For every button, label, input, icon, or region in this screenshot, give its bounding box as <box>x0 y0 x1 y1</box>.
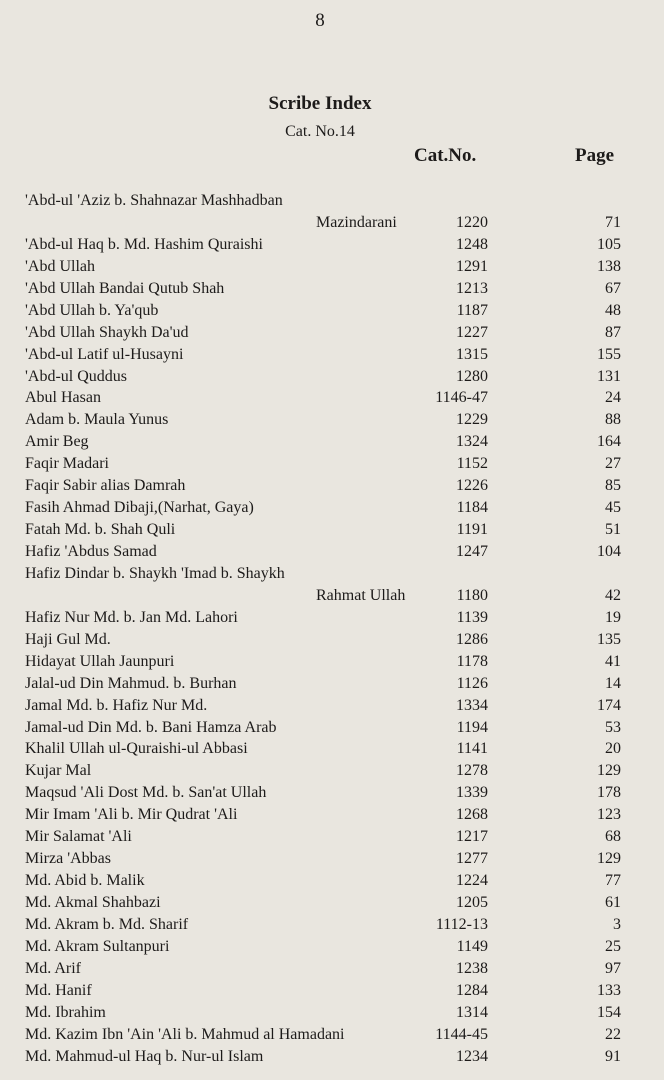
scribe-name: Mir Salamat 'Ali <box>25 828 132 846</box>
cat-no-value: 1278 <box>456 762 488 780</box>
index-entry <box>0 519 664 541</box>
cat-no-value: 1178 <box>456 652 488 670</box>
scribe-name: Md. Akram b. Md. Sharif <box>25 915 189 933</box>
scribe-name: Jamal Md. b. Hafiz Nur Md. <box>25 696 208 714</box>
index-entry <box>0 344 664 366</box>
scribe-name: Haji Gul Md. <box>25 630 111 648</box>
page-value: 85 <box>605 477 621 495</box>
index-entry <box>0 1002 664 1024</box>
index-entry <box>0 958 664 980</box>
page-value: 53 <box>605 718 621 736</box>
page-value: 19 <box>605 608 621 626</box>
index-entry <box>0 497 664 519</box>
scribe-name: Mirza 'Abbas <box>25 850 111 868</box>
page-value: 27 <box>605 455 621 473</box>
page-value: 24 <box>605 389 621 407</box>
cat-no-value: 1213 <box>456 279 488 297</box>
page-value: 51 <box>605 521 621 539</box>
page-value: 3 <box>613 915 621 933</box>
cat-no-value: 1227 <box>456 323 488 341</box>
scribe-name: Hafiz 'Abdus Samad <box>25 543 157 560</box>
index-entry <box>0 585 664 607</box>
scribe-name: Md. Hanif <box>25 981 92 999</box>
page-value: 68 <box>605 828 621 846</box>
index-entry <box>0 387 664 409</box>
index-entry <box>0 980 664 1002</box>
page-value: 14 <box>605 674 621 692</box>
cat-no-value: 1152 <box>456 455 488 473</box>
index-entry <box>0 563 664 585</box>
page-value: 20 <box>605 740 621 758</box>
scribe-index-list <box>0 190 664 1068</box>
cat-no-value: 1324 <box>456 433 488 451</box>
cat-no-value: 1291 <box>456 257 488 275</box>
scribe-name: Mir Imam 'Ali b. Mir Qudrat 'Ali <box>25 806 238 824</box>
cat-no-value: 1149 <box>456 937 488 955</box>
cat-no-value: 1224 <box>456 872 488 890</box>
index-entry <box>0 212 664 234</box>
cat-no-value: 1146-47 <box>435 389 488 407</box>
scribe-name: 'Abd Ullah Bandai Qutub Shah <box>25 279 225 297</box>
cat-no-value: 1144-45 <box>435 1025 488 1043</box>
scribe-name: 'Abd Ullah <box>25 257 95 275</box>
page-value: 133 <box>597 981 621 999</box>
scribe-name: Rahmat Ullah <box>316 586 406 604</box>
scribe-name: Faqir Sabir alias Damrah <box>25 477 186 495</box>
scribe-name: Adam b. Maula Yunus <box>25 411 169 429</box>
scribe-name: Md. Ibrahim <box>25 1003 106 1021</box>
index-entry <box>0 278 664 300</box>
page-value: 155 <box>597 345 621 363</box>
index-entry <box>0 541 664 563</box>
cat-no-value: 1217 <box>456 828 488 846</box>
cat-no-value: 1226 <box>456 477 488 495</box>
cat-no-value: 1184 <box>456 499 488 517</box>
index-entry <box>0 892 664 914</box>
page-value: 71 <box>605 213 621 231</box>
page-number: 8 <box>315 10 325 31</box>
page-value: 104 <box>597 543 621 560</box>
index-entry <box>0 651 664 673</box>
page-value: 88 <box>605 411 621 429</box>
cat-no-value: 1139 <box>456 608 488 626</box>
cat-no-value: 1248 <box>456 235 488 253</box>
index-entry <box>0 300 664 322</box>
cat-no-value: 1277 <box>456 850 488 868</box>
page-value: 91 <box>605 1047 621 1065</box>
index-entry <box>0 1046 664 1068</box>
page-value: 174 <box>597 696 621 714</box>
page-value: 129 <box>597 850 621 868</box>
cat-no-value: 1238 <box>456 959 488 977</box>
cat-no-value: 1194 <box>456 718 488 736</box>
page-column-header: Page <box>575 145 615 166</box>
index-entry <box>0 409 664 431</box>
index-entry <box>0 848 664 870</box>
scribe-name: 'Abd-ul 'Aziz b. Shahnazar Mashhadban <box>25 192 283 209</box>
page-value: 42 <box>605 586 621 604</box>
scribe-name: Fasih Ahmad Dibaji,(Narhat, Gaya) <box>25 499 254 517</box>
page-value: 97 <box>605 959 621 977</box>
cat-no-value: 1286 <box>456 630 488 648</box>
page-value: 154 <box>597 1003 621 1021</box>
index-entry <box>0 760 664 782</box>
index-entry <box>0 629 664 651</box>
scribe-name: 'Abd Ullah b. Ya'qub <box>25 301 159 319</box>
index-entry <box>0 717 664 739</box>
cat-no-value: 1314 <box>456 1003 488 1021</box>
cat-no-value: 1229 <box>456 411 488 429</box>
scribe-name: Maqsud 'Ali Dost Md. b. San'at Ullah <box>25 784 267 802</box>
page-value: 25 <box>605 937 621 955</box>
cat-no-value: 1268 <box>456 806 488 824</box>
scribe-name: Kujar Mal <box>25 762 92 780</box>
page-value: 123 <box>597 806 621 824</box>
scribe-name: 'Abd-ul Haq b. Md. Hashim Quraishi <box>25 235 263 253</box>
cat-no-value: 1112-13 <box>435 915 488 933</box>
cat-no-value: 1280 <box>456 367 488 385</box>
scribe-name: Md. Akmal Shahbazi <box>25 894 161 911</box>
page-value: 129 <box>597 762 621 780</box>
index-entry <box>0 475 664 497</box>
cat-no-value: 1126 <box>456 674 488 692</box>
cat-no-value: 1247 <box>456 543 488 560</box>
cat-no-column-header: Cat.No. <box>414 145 477 166</box>
cat-no-value: 1334 <box>456 696 488 714</box>
index-entry <box>0 431 664 453</box>
cat-no-value: 1284 <box>456 981 488 999</box>
cat-no-value: 1205 <box>456 894 488 911</box>
scribe-name: Hidayat Ullah Jaunpuri <box>25 652 175 670</box>
index-entry <box>0 366 664 388</box>
page-value: 164 <box>597 433 621 451</box>
cat-no-value: 1315 <box>456 345 488 363</box>
page-value: 22 <box>605 1025 621 1043</box>
index-entry <box>0 695 664 717</box>
index-entry <box>0 914 664 936</box>
scribe-name: Md. Abid b. Malik <box>25 872 145 890</box>
scribe-name: Md. Kazim Ibn 'Ain 'Ali b. Mahmud al Hamadani <box>25 1025 345 1043</box>
page-value: 48 <box>605 301 621 319</box>
page-value: 61 <box>605 894 621 911</box>
page-value: 131 <box>597 367 621 385</box>
page-value: 135 <box>597 630 621 648</box>
page-value: 87 <box>605 323 621 341</box>
index-entry <box>0 826 664 848</box>
index-entry <box>0 782 664 804</box>
scribe-name: Amir Beg <box>25 433 89 451</box>
page-value: 178 <box>597 784 621 802</box>
index-entry <box>0 234 664 256</box>
index-entry <box>0 738 664 760</box>
index-entry <box>0 607 664 629</box>
page-value: 67 <box>605 279 621 297</box>
scribe-name: Faqir Madari <box>25 455 109 473</box>
cat-no-value: 1191 <box>456 521 488 539</box>
page-value: 45 <box>605 499 621 517</box>
scribe-name: Md. Akram Sultanpuri <box>25 937 170 955</box>
scribe-name: Md. Arif <box>25 959 81 977</box>
cat-no-value: 1234 <box>456 1047 488 1065</box>
index-entry <box>0 870 664 892</box>
scribe-name: Mazindarani <box>316 213 397 231</box>
scribe-name: 'Abd-ul Quddus <box>25 367 127 385</box>
scribe-name: Hafiz Nur Md. b. Jan Md. Lahori <box>25 608 238 626</box>
index-entry <box>0 1024 664 1046</box>
scribe-name: Fatah Md. b. Shah Quli <box>25 521 176 539</box>
scribe-name: 'Abd Ullah Shaykh Da'ud <box>25 323 189 341</box>
cat-no-value: 1187 <box>456 301 488 319</box>
scribe-name: Jalal-ud Din Mahmud. b. Burhan <box>25 674 237 692</box>
page-value: 138 <box>597 257 621 275</box>
index-entry <box>0 190 664 212</box>
cat-no-value: 1220 <box>456 213 488 231</box>
index-entry <box>0 936 664 958</box>
scribe-name: Khalil Ullah ul-Quraishi-ul Abbasi <box>25 740 248 758</box>
index-entry <box>0 322 664 344</box>
scribe-name: Jamal-ud Din Md. b. Bani Hamza Arab <box>25 718 277 736</box>
index-entry <box>0 453 664 475</box>
index-entry <box>0 256 664 278</box>
page-value: 77 <box>605 872 621 890</box>
scribe-name: Md. Mahmud-ul Haq b. Nur-ul Islam <box>25 1047 264 1065</box>
page-title: Scribe Index <box>268 93 372 114</box>
cat-no-value: 1141 <box>456 740 488 758</box>
scribe-name: Abul Hasan <box>25 389 101 407</box>
scribe-name: 'Abd-ul Latif ul-Husayni <box>25 345 184 363</box>
cat-no-value: 1180 <box>456 586 488 604</box>
page-subtitle: Cat. No.14 <box>285 123 355 140</box>
index-entry <box>0 804 664 826</box>
page-value: 105 <box>597 235 621 253</box>
cat-no-value: 1339 <box>456 784 488 802</box>
index-entry <box>0 673 664 695</box>
scribe-name: Hafiz Dindar b. Shaykh 'Imad b. Shaykh <box>25 564 285 582</box>
page-value: 41 <box>605 652 621 670</box>
